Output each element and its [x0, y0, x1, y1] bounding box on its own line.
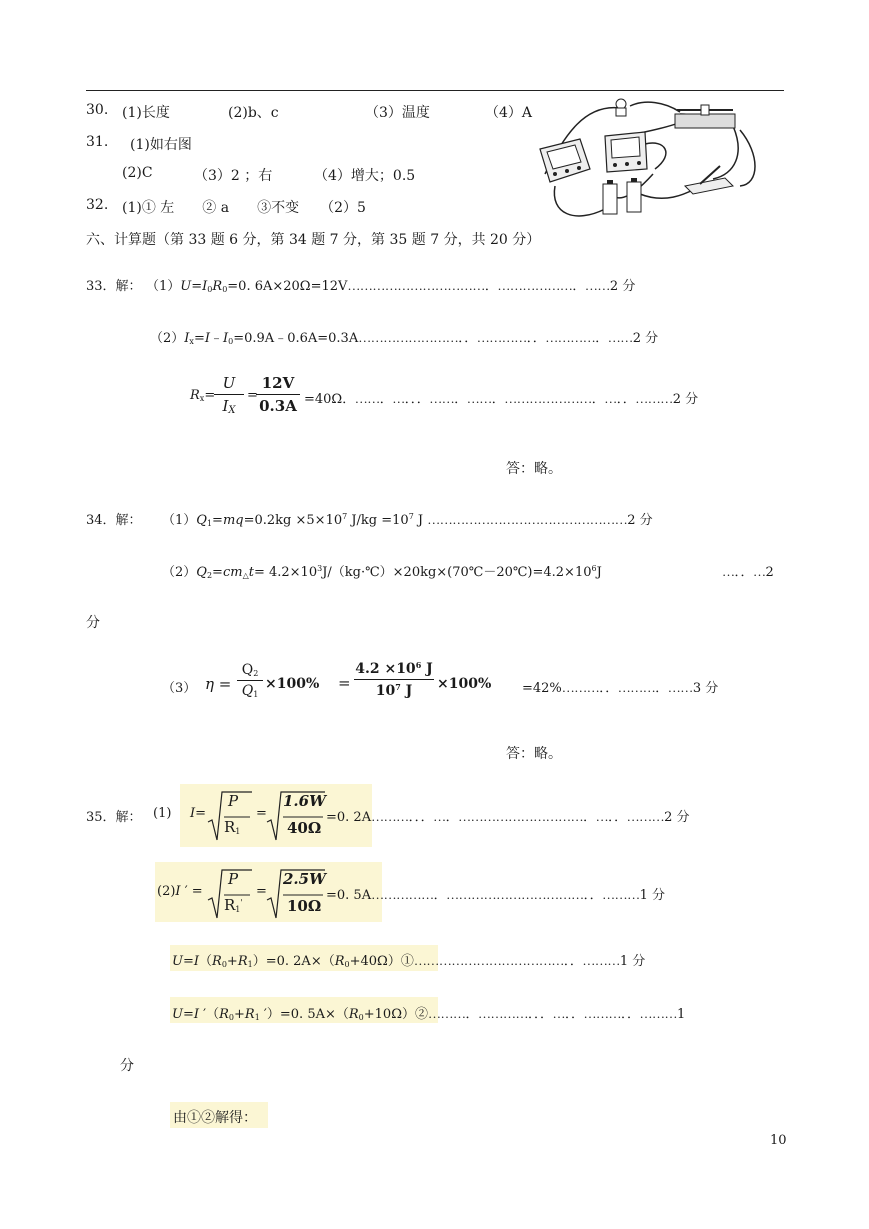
- q34-line1: $(1)Q_1=mq=0.2kg \times 5\times 10^7$ $J/kg =10^7$ J …………………………………………2 分: [162, 512, 653, 528]
- q35-line2-label: (2)I ′ =: [157, 884, 203, 899]
- section-title: 六、计算题（第 33 题 6 分，第 34 题 7 分，第 35 题 7 分，共 20 分）: [86, 232, 541, 248]
- q34-line2-tail: …．．…2: [722, 564, 774, 580]
- q35-p1-num2: 1.6W: [283, 792, 326, 810]
- q31-part3: （3）2 ；右: [194, 168, 273, 184]
- q35-line1-label: (1): [153, 806, 172, 821]
- q35-p2-num2: 2.5W: [283, 870, 326, 888]
- q35-p2-R: $R_1'$: [224, 896, 243, 914]
- q35-eq2-wrap: 分: [120, 1058, 134, 1074]
- q30-part3: （3）温度: [365, 105, 430, 121]
- q30-part4: （4）A: [485, 105, 533, 121]
- q35-line2-tail: =0. 5A……………．……………………………．．………1 分: [326, 887, 666, 903]
- q34-percent-1: ×100%: [265, 676, 320, 692]
- q33-line2: $(2)I_x=I﹣I_0=0.9A﹣0.6A=0.3A\dots\dots\dots\dots\dots\dots\dots\dots$．．…………．．…………．……2 分: [150, 330, 659, 346]
- q33-frac-u-ix: U $I_X$: [214, 374, 244, 416]
- q35-line1-I: I=: [190, 806, 207, 821]
- q35-solve: 由①②解得：: [173, 1110, 257, 1126]
- q33-frac-values: 12V 0.3A: [256, 374, 300, 415]
- q35-eq1: $U=I(R_0+R_1)=0$. $2A\times(R_0+40\Omega)①\dots\dots\dots\dots\dots\dots\dots\dots\dots\dots\dots\dots$．．………1 分: [172, 953, 646, 969]
- battery-icon: [603, 178, 641, 214]
- switch-icon: [685, 166, 733, 194]
- q35-p2-P: P: [228, 870, 239, 888]
- voltmeter-icon: [540, 139, 590, 182]
- q31-part1: (1)如右图: [130, 137, 192, 153]
- bulb-icon: [616, 99, 626, 116]
- q33-number: 33．解：: [86, 279, 142, 294]
- q34-answer: 答：略。: [506, 746, 562, 762]
- circuit-diagram: [535, 94, 775, 224]
- q35-number: 35．解：: [86, 810, 142, 825]
- q35-p2-eq: =: [256, 884, 267, 899]
- q33-line1: $(1)U=I_0R_0=0$. 6A×20Ω=12V……………………………．………………．……2 分: [146, 278, 636, 294]
- page-number: 10: [770, 1133, 787, 1148]
- q31-part2: (2)C: [122, 165, 153, 181]
- q33-eq-sign: =: [247, 388, 258, 403]
- ammeter-icon: [605, 132, 647, 172]
- q33-answer: 答：略。: [506, 461, 562, 477]
- q34-percent-2: ×100%: [437, 676, 492, 692]
- header-rule: [86, 90, 784, 91]
- q35-p1-R: $R_1$: [224, 818, 241, 836]
- q34-number: 34．解：: [86, 513, 142, 528]
- q34-line3-label: （3）: [162, 681, 197, 696]
- q34-line2: $(2)Q_2=cm_\triangle t=$ $4.2\times 10^3J/(kg\cdot℃)\times 20kg\times(70℃-20℃)=4.2\times 10^6J$: [162, 564, 602, 580]
- q34-eta: η =: [205, 675, 232, 693]
- q35-p1-P: P: [228, 792, 239, 810]
- q30-part2: (2)b、c: [228, 105, 279, 121]
- q34-frac-values: $4.2 \times 10^6$ J $10^7$ J: [355, 660, 433, 699]
- q32-text: (1)① 左 ② a ③不变 （2）5: [122, 200, 366, 216]
- q30-number: 30.: [86, 102, 109, 118]
- q30-part1: (1)长度: [122, 105, 170, 121]
- q35-line1-tail: =0. 2A………．．．…．…………………………．…．．………2 分: [326, 809, 690, 825]
- q35-p1-den2: 40Ω: [287, 819, 322, 837]
- q35-p1-eq: =: [256, 806, 267, 821]
- q35-eq2: U=I $'(R_0+R_1$ ′）=0. $5A\times(R_0+10\Omega)②\dots\dots\dots$．…………．．．…．．………．．………1: [172, 1006, 686, 1022]
- q33-rx-label: $R_x=$: [190, 388, 216, 403]
- q34-frac-q: $Q_2$ $Q_1$: [237, 662, 263, 699]
- q31-number: 31.: [86, 134, 109, 150]
- q34-line3-tail: =42%………．．………．……3 分: [522, 680, 719, 696]
- rheostat-icon: [675, 105, 735, 128]
- q34-line2-wrap: 分: [86, 615, 100, 631]
- q32-number: 32.: [86, 197, 109, 213]
- q31-part4: （4）增大；0.5: [314, 168, 416, 184]
- q35-p2-den2: 10Ω: [287, 897, 322, 915]
- q34-eq2: =: [338, 674, 351, 692]
- q33-line3: =40Ω．……．…．．．……．……．…………………．…．．………2 分: [304, 391, 699, 407]
